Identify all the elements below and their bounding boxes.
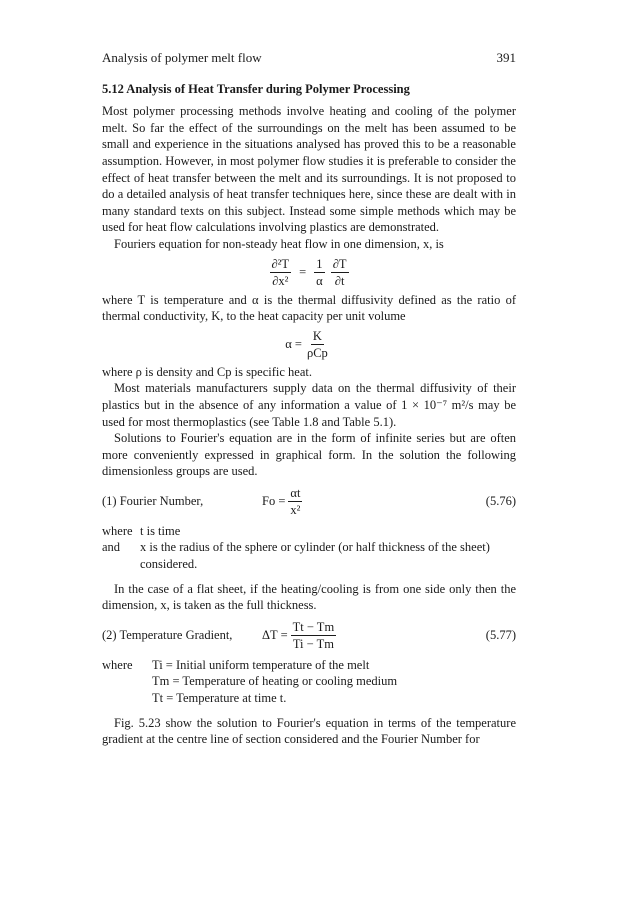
paragraph: Most polymer processing methods involve heating and cooling of the polymer melt. So far the effect of the surroundings on the melt has been assumed to be small and experience in the situations analysed has proved this to be a reasonable assumption. However, in most polymer flow studies it is preferable to consider the effect of heat transfer between the melt and its surroundings. It is not proposed to do a detailed analysis of heat transfer techniques here, since these are dealt with in many standard texts on this subject. Instead some simple methods which may be used for heat flow calculations involving plastics are demonstrated. <box>102 104 516 235</box>
definitions <box>102 523 516 573</box>
running-title: Analysis of polymer melt flow <box>102 50 262 65</box>
paragraph: Most materials manufacturers supply data on the thermal diffusivity of their plastics but in the absence of any information a value of 1 × 10⁻⁷ m²/s may be used for most thermoplastics (see Table 1.8 and Table 5.1). <box>102 381 516 429</box>
definition-row: and x is the radius of the sphere or cylinder (or half thickness of the sheet) considered. <box>102 540 490 572</box>
paragraph: where T is temperature and α is the thermal diffusivity defined as the ratio of thermal conductivity, K, to the heat capacity per unit volume <box>102 292 516 324</box>
running-head <box>102 50 516 67</box>
page-number: 391 <box>496 50 516 65</box>
equation-5-77: (2) Temperature Gradient, ΔT = $\frac{Tt - Tm}{Ti - Tm}$ (5.77) <box>102 619 516 651</box>
section-title: 5.12 Analysis of Heat Transfer during Polymer Processing <box>102 81 410 96</box>
paragraph: where ρ is density and Cp is specific heat. <box>102 364 313 379</box>
paragraph: Solutions to Fourier's equation are in the form of infinite series but are often more conveniently expressed in graphical form. In the solution the following dimensionless groups are used. <box>102 431 516 479</box>
equation-diffusivity: α = $\frac{K}{\text{ρCp}}$ <box>285 328 328 360</box>
paragraph: In the case of a flat sheet, if the heating/cooling is from one side only then the dimension, x, is taken as the full thickness. <box>102 581 516 613</box>
equation-5-76: (1) Fourier Number, Fo = $\frac{\alpha t}{\text{x²}}$ (5.76) <box>102 485 516 517</box>
temperature-definitions: where Ti = Initial uniform temperature of the melt Tm = Temperature of heating or cooling medium Tt = Temperature at time t. <box>102 657 398 706</box>
page <box>102 50 516 748</box>
paragraph: Fig. 5.23 show the solution to Fourier's equation in terms of the temperature gradient at the centre line of section considered and the Fourier Number for <box>102 715 516 747</box>
equation-fourier: $\frac{\text{∂²T}}{\text{∂x²}}$ = $\frac{1}{\alpha}$ $\frac{\partial T}{\partial t}$ <box>271 256 347 288</box>
definition-row: where t is time <box>102 523 181 538</box>
paragraph: Fouriers equation for non-steady heat flow in one dimension, x, is <box>114 236 444 251</box>
